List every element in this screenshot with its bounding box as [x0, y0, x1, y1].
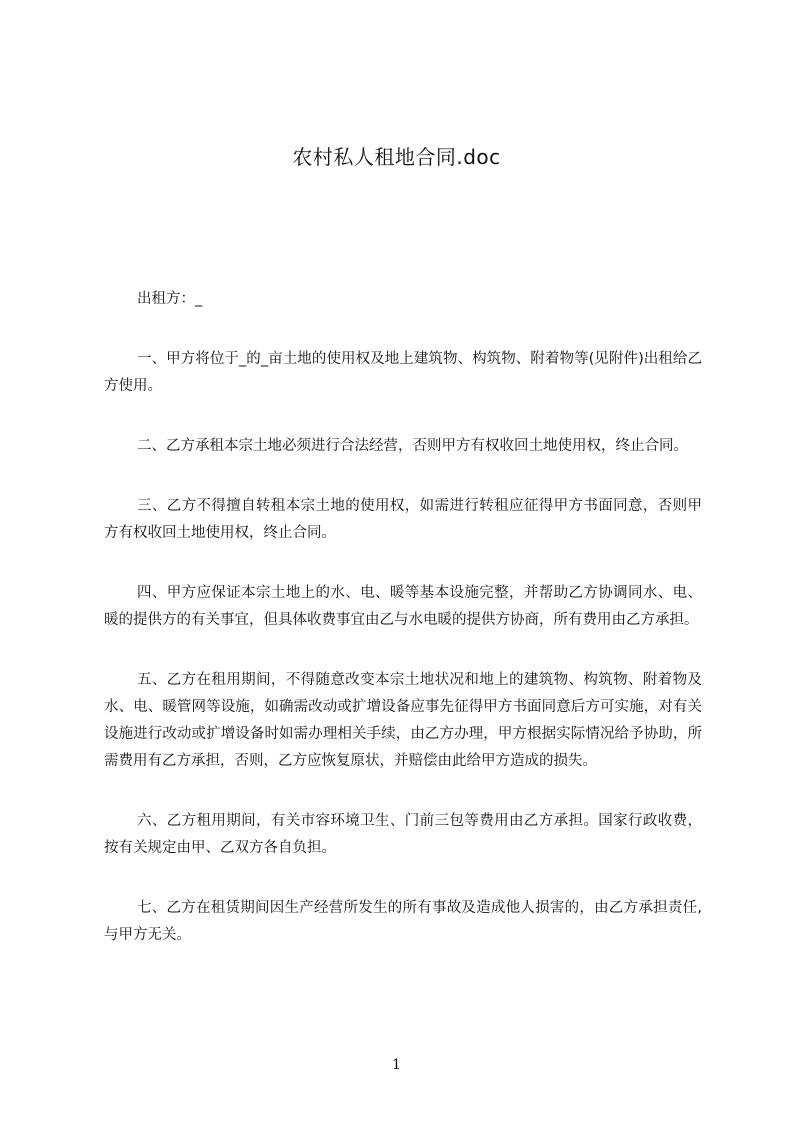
clause-7: 七、乙方在租赁期间因生产经营所发生的所有事故及造成他人损害的，由乙方承担责任,与甲方无关。 — [104, 900, 702, 943]
lessor-line: 出租方：_ — [137, 291, 203, 307]
clause-4: 四、甲方应保证本宗土地上的水、电、暖等基本设施完整，并帮助乙方协调同水、电、暖的提供方的有关事宜，但具体收费事宜由乙与水电暖的提供方协商，所有费用由乙方承担。 — [104, 585, 702, 628]
clause-3: 三、乙方不得擅自转租本宗土地的使用权，如需进行转租应征得甲方书面同意，否则甲方有权收回土地使用权，终止合同。 — [104, 498, 702, 541]
page-number: 1 — [392, 1057, 401, 1073]
clause-5: 五、乙方在租用期间，不得随意改变本宗土地状况和地上的建筑物、构筑物、附着物及水、电、暖管网等设施，如确需改动或扩增设备应事先征得甲方书面同意后方可实施，对有关设施进行改动或扩增设备时如需办理相关手续，由乙方办理，甲方根据实际情况给予协助，所需费用有乙方承担，否则，乙方应恢复原状，并赔偿由此给甲方造成的损失。 — [104, 672, 702, 769]
clause-2: 二、乙方承租本宗土地必须进行合法经营，否则甲方有权收回土地使用权，终止合同。 — [137, 438, 688, 454]
clause-1: 一、甲方将位于_的_亩土地的使用权及地上建筑物、构筑物、附着物等(见附件)出租给乙方使用。 — [104, 351, 702, 394]
clause-6: 六、乙方租用期间，有关市容环境卫生、门前三包等费用由乙方承担。国家行政收费，按有关规定由甲、乙双方各自负担。 — [104, 813, 702, 856]
document-body — [104, 286, 702, 982]
document-title: 农村私人租地合同.doc — [292, 145, 501, 169]
